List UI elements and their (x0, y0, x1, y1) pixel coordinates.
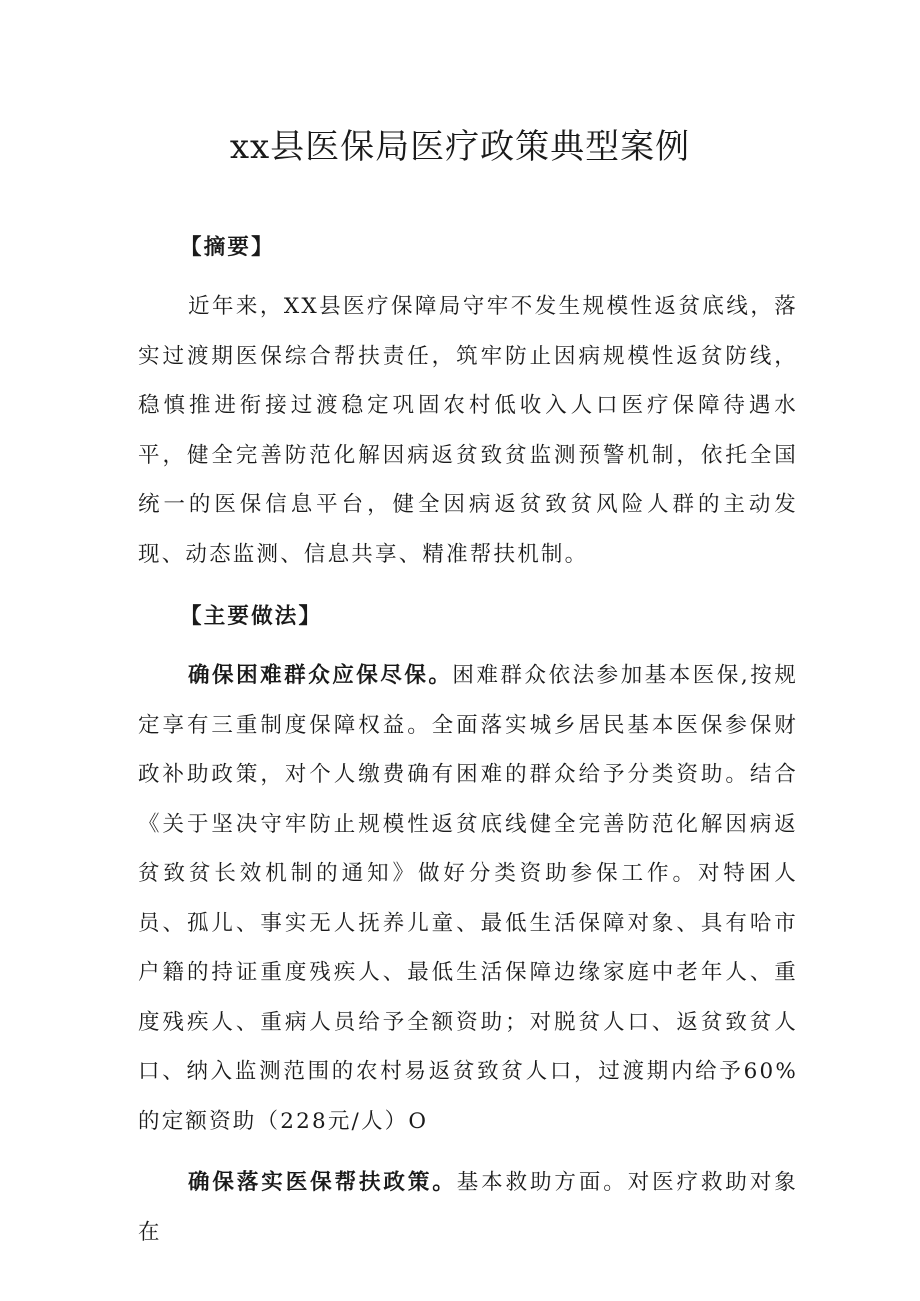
paragraph-lead: 确保落实医保帮扶政策。 (188, 1170, 457, 1195)
abstract-paragraph (138, 282, 798, 579)
section-heading-main-practices: 【主要做法】 (180, 604, 323, 629)
practice-paragraph-2 (138, 1158, 798, 1257)
paragraph-text: 困难群众依法参加基本医保,按规定享有三重制度保障权益。全面落实城乡居民基本医保参保财政补助政策，对个人缴费确有困难的群众给予分类资助。结合《关于坚决守牢防止规模性返贫底线健全完善防范化解因病返贫致贫长效机制的通知》做好分类资助参保工作。对特困人员、孤儿、事实无人抚养儿童、最低生活保障对象、具有哈市户籍的持证重度残疾人、最低生活保障边缘家庭中老年人、重度残疾人、重病人员给予全额资助；对脱贫人口、返贫致贫人口、纳入监测范围的农村易返贫致贫人口，过渡期内给予60%的定额资助（228元/人）O (138, 663, 798, 1134)
paragraph-text: 基本救助方面。对医疗救助对象在 (138, 1170, 798, 1245)
practice-paragraph-1 (138, 651, 798, 1146)
document-body (138, 218, 798, 1257)
paragraph-text: 近年来，XX县医疗保障局守牢不发生规模性返贫底线，落实过渡期医保综合帮扶责任，筑牢防止因病规模性返贫防线，稳慎推进衔接过渡稳定巩固农村低收入人口医疗保障待遇水平，健全完善防范化解因病返贫致贫监测预警机制，依托全国统一的医保信息平台，健全因病返贫致贫风险人群的主动发现、动态监测、信息共享、精准帮扶机制。 (138, 294, 798, 567)
section-heading-abstract: 【摘要】 (180, 235, 275, 260)
document-title: xx县医保局医疗政策典型案例 (229, 127, 691, 167)
paragraph-lead: 确保困难群众应保尽保。 (188, 663, 453, 688)
